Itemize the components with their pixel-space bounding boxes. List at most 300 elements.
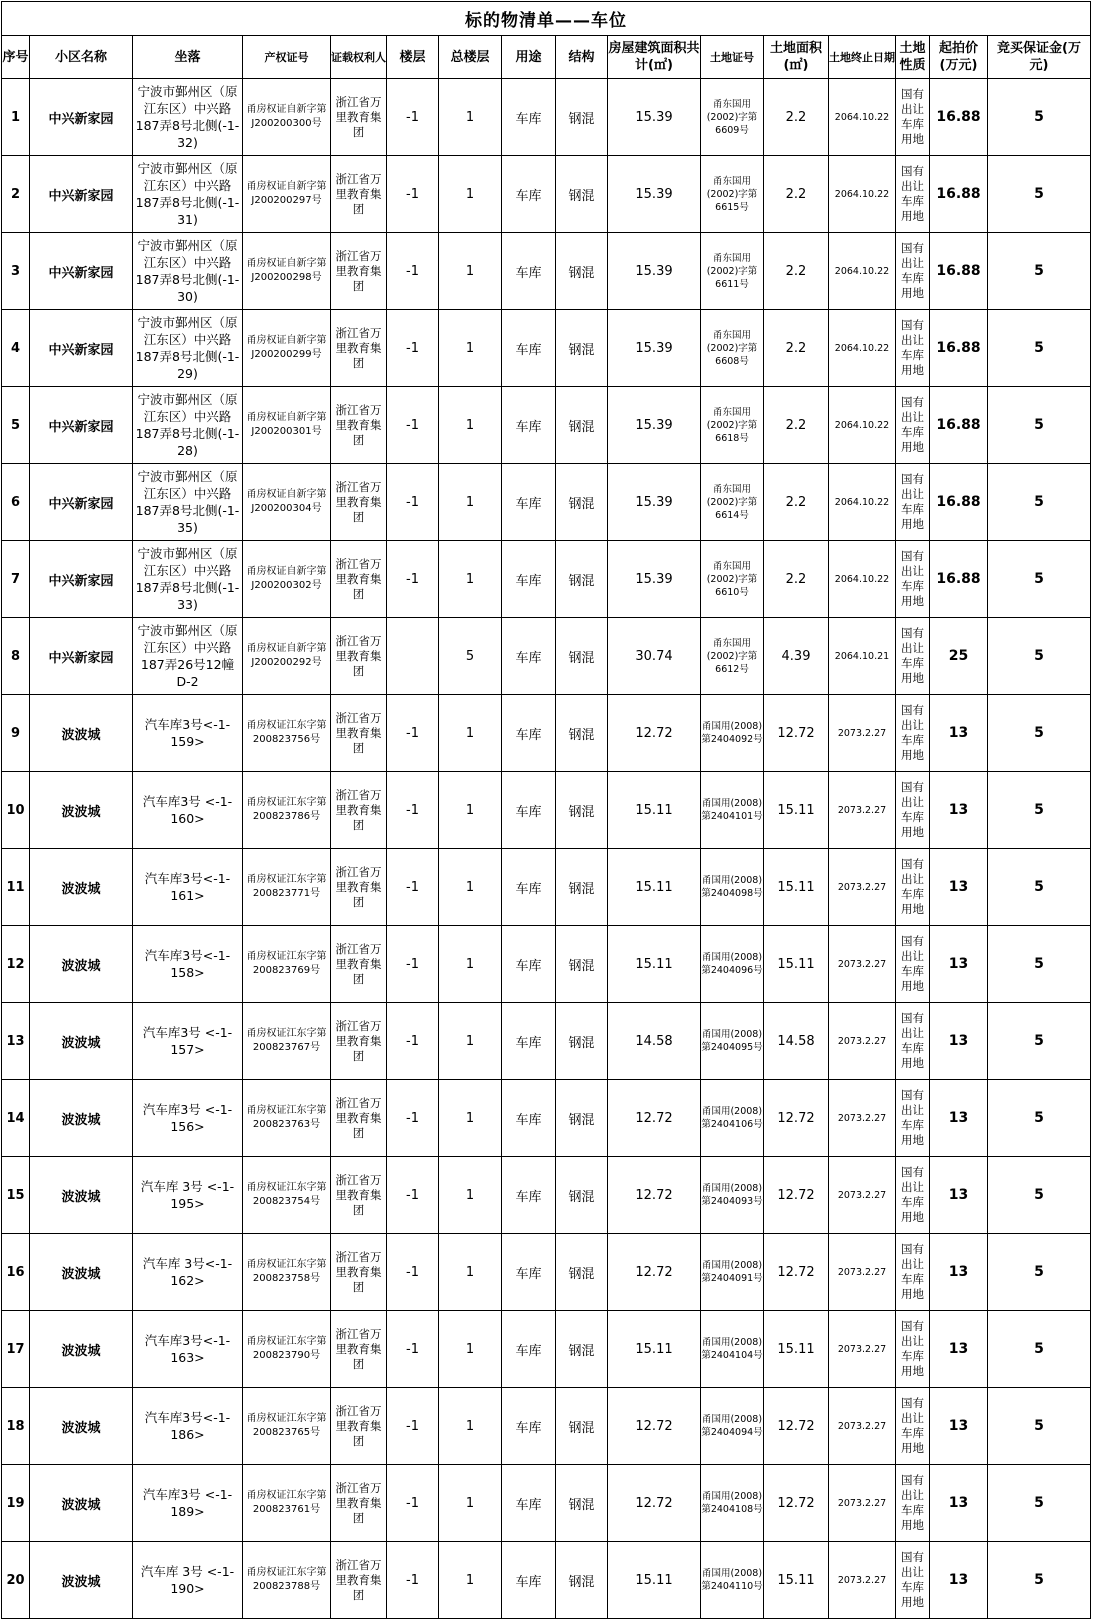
cell-land-cert: 甬东国用(2002)字第6610号 — [701, 541, 764, 618]
cell-land-nature: 国有出让车库用地 — [896, 849, 930, 926]
cell-land-cert: 甬国用(2008)第2404095号 — [701, 1003, 764, 1080]
cell-owner: 浙江省万里教育集团 — [331, 464, 387, 541]
cell-start-price: 13 — [930, 695, 988, 772]
cell-usage: 车库 — [502, 1388, 556, 1465]
cell-floor: -1 — [387, 1157, 439, 1234]
cell-location: 汽车库3号<-1-163> — [133, 1311, 243, 1388]
cell-land-cert: 甬国用(2008)第2404098号 — [701, 849, 764, 926]
cell-deposit: 5 — [988, 1003, 1091, 1080]
cell-land-nature: 国有出让车库用地 — [896, 1311, 930, 1388]
cell-land-end: 2073.2.27 — [829, 695, 896, 772]
cell-owner: 浙江省万里教育集团 — [331, 849, 387, 926]
cell-cert: 甬房权证江东字第200823788号 — [243, 1542, 331, 1619]
cell-land-area: 12.72 — [764, 695, 829, 772]
cell-cert: 甬房权证江东字第200823767号 — [243, 1003, 331, 1080]
cell-building-area: 15.39 — [608, 310, 701, 387]
cell-location: 汽车库3号 <-1-160> — [133, 772, 243, 849]
cell-usage: 车库 — [502, 1465, 556, 1542]
cell-cert: 甬房权证江东字第200823756号 — [243, 695, 331, 772]
cell-land-nature: 国有出让车库用地 — [896, 1003, 930, 1080]
cell-building-area: 15.11 — [608, 926, 701, 1003]
cell-total-floors: 1 — [439, 387, 502, 464]
cell-seq: 19 — [2, 1465, 30, 1542]
cell-owner: 浙江省万里教育集团 — [331, 695, 387, 772]
cell-location: 汽车库3号<-1-158> — [133, 926, 243, 1003]
cell-deposit: 5 — [988, 387, 1091, 464]
cell-total-floors: 1 — [439, 464, 502, 541]
cell-owner: 浙江省万里教育集团 — [331, 310, 387, 387]
cell-location: 宁波市鄞州区（原江东区）中兴路187弄8号北侧(-1-29) — [133, 310, 243, 387]
cell-cert: 甬房权证江东字第200823763号 — [243, 1080, 331, 1157]
cell-location: 宁波市鄞州区（原江东区）中兴路187弄26号12幢D-2 — [133, 618, 243, 695]
cell-building-area: 12.72 — [608, 1388, 701, 1465]
cell-floor: -1 — [387, 156, 439, 233]
cell-owner: 浙江省万里教育集团 — [331, 1080, 387, 1157]
table-row — [2, 310, 1091, 387]
cell-deposit: 5 — [988, 156, 1091, 233]
cell-location: 宁波市鄞州区（原江东区）中兴路187弄8号北侧(-1-33) — [133, 541, 243, 618]
cell-owner: 浙江省万里教育集团 — [331, 1234, 387, 1311]
cell-land-nature: 国有出让车库用地 — [896, 387, 930, 464]
table-row — [2, 233, 1091, 310]
cell-land-area: 14.58 — [764, 1003, 829, 1080]
cell-community: 波波城 — [30, 1542, 133, 1619]
cell-owner: 浙江省万里教育集团 — [331, 1542, 387, 1619]
table-row — [2, 1080, 1091, 1157]
cell-total-floors: 1 — [439, 1388, 502, 1465]
cell-structure: 钢混 — [556, 695, 608, 772]
cell-land-area: 15.11 — [764, 849, 829, 926]
cell-deposit: 5 — [988, 695, 1091, 772]
cell-land-end: 2064.10.22 — [829, 464, 896, 541]
cell-start-price: 13 — [930, 1311, 988, 1388]
table-title: 标的物清单——车位 — [2, 2, 1091, 36]
cell-land-area: 2.2 — [764, 233, 829, 310]
cell-usage: 车库 — [502, 772, 556, 849]
cell-community: 中兴新家园 — [30, 310, 133, 387]
cell-land-cert: 甬东国用(2002)字第6609号 — [701, 79, 764, 156]
cell-cert: 甬房权证自新字第J200200300号 — [243, 79, 331, 156]
cell-total-floors: 1 — [439, 1465, 502, 1542]
cell-cert: 甬房权证自新字第J200200297号 — [243, 156, 331, 233]
cell-floor: -1 — [387, 464, 439, 541]
cell-start-price: 13 — [930, 1080, 988, 1157]
cell-land-cert: 甬国用(2008)第2404094号 — [701, 1388, 764, 1465]
cell-building-area: 15.39 — [608, 387, 701, 464]
table-row — [2, 1311, 1091, 1388]
cell-land-end: 2064.10.22 — [829, 387, 896, 464]
table-row — [2, 1157, 1091, 1234]
cell-total-floors: 1 — [439, 156, 502, 233]
cell-cert: 甬房权证江东字第200823758号 — [243, 1234, 331, 1311]
cell-structure: 钢混 — [556, 1388, 608, 1465]
cell-seq: 3 — [2, 233, 30, 310]
cell-owner: 浙江省万里教育集团 — [331, 1465, 387, 1542]
cell-cert: 甬房权证自新字第J200200301号 — [243, 387, 331, 464]
cell-usage: 车库 — [502, 1157, 556, 1234]
cell-land-end: 2064.10.21 — [829, 618, 896, 695]
cell-seq: 7 — [2, 541, 30, 618]
cell-land-cert: 甬国用(2008)第2404101号 — [701, 772, 764, 849]
cell-cert: 甬房权证自新字第J200200292号 — [243, 618, 331, 695]
cell-land-area: 15.11 — [764, 926, 829, 1003]
cell-floor: -1 — [387, 849, 439, 926]
cell-floor — [387, 618, 439, 695]
cell-total-floors: 1 — [439, 695, 502, 772]
cell-community: 波波城 — [30, 1234, 133, 1311]
cell-building-area: 15.11 — [608, 1311, 701, 1388]
cell-start-price: 13 — [930, 1234, 988, 1311]
cell-land-area: 15.11 — [764, 1311, 829, 1388]
cell-structure: 钢混 — [556, 233, 608, 310]
cell-land-area: 2.2 — [764, 79, 829, 156]
cell-land-cert: 甬国用(2008)第2404096号 — [701, 926, 764, 1003]
cell-floor: -1 — [387, 695, 439, 772]
cell-deposit: 5 — [988, 618, 1091, 695]
cell-land-nature: 国有出让车库用地 — [896, 1234, 930, 1311]
cell-community: 中兴新家园 — [30, 464, 133, 541]
cell-seq: 6 — [2, 464, 30, 541]
cell-land-area: 12.72 — [764, 1157, 829, 1234]
cell-community: 波波城 — [30, 1311, 133, 1388]
cell-deposit: 5 — [988, 849, 1091, 926]
cell-usage: 车库 — [502, 849, 556, 926]
table-row — [2, 1388, 1091, 1465]
cell-land-area: 2.2 — [764, 387, 829, 464]
cell-land-area: 2.2 — [764, 310, 829, 387]
cell-land-cert: 甬国用(2008)第2404093号 — [701, 1157, 764, 1234]
cell-total-floors: 1 — [439, 233, 502, 310]
cell-location: 汽车库3号<-1-159> — [133, 695, 243, 772]
cell-usage: 车库 — [502, 387, 556, 464]
cell-start-price: 16.88 — [930, 79, 988, 156]
cell-start-price: 13 — [930, 772, 988, 849]
cell-floor: -1 — [387, 233, 439, 310]
cell-land-end: 2064.10.22 — [829, 156, 896, 233]
cell-seq: 16 — [2, 1234, 30, 1311]
cell-seq: 10 — [2, 772, 30, 849]
cell-land-nature: 国有出让车库用地 — [896, 464, 930, 541]
cell-seq: 5 — [2, 387, 30, 464]
cell-cert: 甬房权证自新字第J200200304号 — [243, 464, 331, 541]
cell-owner: 浙江省万里教育集团 — [331, 618, 387, 695]
cell-floor: -1 — [387, 1003, 439, 1080]
cell-floor: -1 — [387, 310, 439, 387]
cell-land-nature: 国有出让车库用地 — [896, 1157, 930, 1234]
cell-start-price: 16.88 — [930, 310, 988, 387]
cell-seq: 8 — [2, 618, 30, 695]
cell-structure: 钢混 — [556, 1157, 608, 1234]
cell-community: 波波城 — [30, 1157, 133, 1234]
cell-deposit: 5 — [988, 79, 1091, 156]
cell-owner: 浙江省万里教育集团 — [331, 926, 387, 1003]
cell-start-price: 13 — [930, 926, 988, 1003]
cell-land-end: 2073.2.27 — [829, 1388, 896, 1465]
header-land-cert: 土地证号 — [701, 36, 764, 79]
cell-location: 宁波市鄞州区（原江东区）中兴路187弄8号北侧(-1-28) — [133, 387, 243, 464]
cell-seq: 14 — [2, 1080, 30, 1157]
cell-start-price: 25 — [930, 618, 988, 695]
cell-start-price: 13 — [930, 1388, 988, 1465]
cell-seq: 4 — [2, 310, 30, 387]
cell-land-nature: 国有出让车库用地 — [896, 695, 930, 772]
cell-land-end: 2073.2.27 — [829, 1157, 896, 1234]
cell-land-nature: 国有出让车库用地 — [896, 926, 930, 1003]
cell-start-price: 16.88 — [930, 387, 988, 464]
cell-building-area: 15.11 — [608, 849, 701, 926]
cell-location: 汽车库3号 <-1-157> — [133, 1003, 243, 1080]
cell-deposit: 5 — [988, 1234, 1091, 1311]
cell-structure: 钢混 — [556, 79, 608, 156]
cell-community: 波波城 — [30, 849, 133, 926]
cell-land-end: 2073.2.27 — [829, 1542, 896, 1619]
cell-building-area: 15.39 — [608, 541, 701, 618]
cell-total-floors: 1 — [439, 1234, 502, 1311]
cell-land-cert: 甬国用(2008)第2404092号 — [701, 695, 764, 772]
cell-usage: 车库 — [502, 79, 556, 156]
cell-seq: 15 — [2, 1157, 30, 1234]
cell-deposit: 5 — [988, 1311, 1091, 1388]
cell-usage: 车库 — [502, 1311, 556, 1388]
cell-cert: 甬房权证江东字第200823761号 — [243, 1465, 331, 1542]
cell-total-floors: 1 — [439, 1542, 502, 1619]
table-row — [2, 849, 1091, 926]
cell-usage: 车库 — [502, 233, 556, 310]
cell-total-floors: 1 — [439, 310, 502, 387]
cell-usage: 车库 — [502, 541, 556, 618]
cell-building-area: 12.72 — [608, 695, 701, 772]
table-row — [2, 618, 1091, 695]
cell-community: 波波城 — [30, 1465, 133, 1542]
cell-community: 波波城 — [30, 1388, 133, 1465]
table-row — [2, 926, 1091, 1003]
cell-building-area: 12.72 — [608, 1157, 701, 1234]
header-cert: 产权证号 — [243, 36, 331, 79]
cell-land-cert: 甬东国用(2002)字第6608号 — [701, 310, 764, 387]
cell-land-cert: 甬国用(2008)第2404110号 — [701, 1542, 764, 1619]
cell-land-nature: 国有出让车库用地 — [896, 156, 930, 233]
cell-usage: 车库 — [502, 310, 556, 387]
cell-total-floors: 1 — [439, 1311, 502, 1388]
cell-deposit: 5 — [988, 1080, 1091, 1157]
cell-cert: 甬房权证江东字第200823790号 — [243, 1311, 331, 1388]
cell-total-floors: 1 — [439, 926, 502, 1003]
cell-total-floors: 1 — [439, 1080, 502, 1157]
cell-building-area: 15.11 — [608, 1542, 701, 1619]
cell-land-end: 2064.10.22 — [829, 310, 896, 387]
cell-land-area: 4.39 — [764, 618, 829, 695]
cell-seq: 20 — [2, 1542, 30, 1619]
cell-owner: 浙江省万里教育集团 — [331, 1311, 387, 1388]
cell-usage: 车库 — [502, 1003, 556, 1080]
cell-owner: 浙江省万里教育集团 — [331, 79, 387, 156]
header-land-end: 土地终止日期 — [829, 36, 896, 79]
cell-location: 汽车库 3号 <-1-195> — [133, 1157, 243, 1234]
cell-community: 波波城 — [30, 926, 133, 1003]
cell-building-area: 30.74 — [608, 618, 701, 695]
cell-land-end: 2073.2.27 — [829, 849, 896, 926]
cell-building-area: 15.39 — [608, 464, 701, 541]
cell-owner: 浙江省万里教育集团 — [331, 541, 387, 618]
cell-seq: 17 — [2, 1311, 30, 1388]
cell-land-end: 2073.2.27 — [829, 1080, 896, 1157]
cell-structure: 钢混 — [556, 464, 608, 541]
cell-floor: -1 — [387, 541, 439, 618]
cell-land-cert: 甬国用(2008)第2404104号 — [701, 1311, 764, 1388]
table-row — [2, 464, 1091, 541]
cell-land-cert: 甬国用(2008)第2404106号 — [701, 1080, 764, 1157]
cell-land-area: 2.2 — [764, 156, 829, 233]
cell-building-area: 12.72 — [608, 1465, 701, 1542]
cell-structure: 钢混 — [556, 1465, 608, 1542]
table-row — [2, 541, 1091, 618]
cell-usage: 车库 — [502, 695, 556, 772]
cell-land-end: 2073.2.27 — [829, 926, 896, 1003]
cell-land-cert: 甬东国用(2002)字第6612号 — [701, 618, 764, 695]
table-row — [2, 156, 1091, 233]
cell-location: 宁波市鄞州区（原江东区）中兴路187弄8号北侧(-1-35) — [133, 464, 243, 541]
cell-floor: -1 — [387, 926, 439, 1003]
cell-land-area: 2.2 — [764, 541, 829, 618]
cell-structure: 钢混 — [556, 1003, 608, 1080]
header-row — [2, 36, 1091, 79]
cell-usage: 车库 — [502, 156, 556, 233]
cell-location: 宁波市鄞州区（原江东区）中兴路187弄8号北侧(-1-30) — [133, 233, 243, 310]
cell-cert: 甬房权证自新字第J200200302号 — [243, 541, 331, 618]
cell-floor: -1 — [387, 79, 439, 156]
table-row — [2, 695, 1091, 772]
asset-table — [1, 1, 1091, 1619]
cell-usage: 车库 — [502, 926, 556, 1003]
cell-total-floors: 1 — [439, 79, 502, 156]
cell-building-area: 15.11 — [608, 772, 701, 849]
cell-floor: -1 — [387, 1080, 439, 1157]
cell-floor: -1 — [387, 1311, 439, 1388]
cell-structure: 钢混 — [556, 1542, 608, 1619]
cell-location: 汽车库3号 <-1-156> — [133, 1080, 243, 1157]
cell-building-area: 15.39 — [608, 156, 701, 233]
cell-total-floors: 1 — [439, 849, 502, 926]
cell-land-end: 2064.10.22 — [829, 79, 896, 156]
cell-owner: 浙江省万里教育集团 — [331, 233, 387, 310]
cell-land-end: 2073.2.27 — [829, 772, 896, 849]
cell-structure: 钢混 — [556, 541, 608, 618]
cell-start-price: 13 — [930, 1157, 988, 1234]
cell-land-nature: 国有出让车库用地 — [896, 541, 930, 618]
header-usage: 用途 — [502, 36, 556, 79]
cell-owner: 浙江省万里教育集团 — [331, 1388, 387, 1465]
cell-land-end: 2064.10.22 — [829, 233, 896, 310]
cell-total-floors: 1 — [439, 772, 502, 849]
cell-seq: 11 — [2, 849, 30, 926]
cell-floor: -1 — [387, 1388, 439, 1465]
cell-building-area: 15.39 — [608, 233, 701, 310]
cell-seq: 1 — [2, 79, 30, 156]
cell-land-area: 12.72 — [764, 1465, 829, 1542]
cell-start-price: 16.88 — [930, 464, 988, 541]
table-row — [2, 1003, 1091, 1080]
cell-land-nature: 国有出让车库用地 — [896, 772, 930, 849]
cell-owner: 浙江省万里教育集团 — [331, 1157, 387, 1234]
cell-land-nature: 国有出让车库用地 — [896, 1465, 930, 1542]
header-community: 小区名称 — [30, 36, 133, 79]
cell-building-area: 14.58 — [608, 1003, 701, 1080]
cell-land-nature: 国有出让车库用地 — [896, 310, 930, 387]
cell-cert: 甬房权证江东字第200823765号 — [243, 1388, 331, 1465]
cell-structure: 钢混 — [556, 772, 608, 849]
cell-structure: 钢混 — [556, 156, 608, 233]
cell-start-price: 16.88 — [930, 541, 988, 618]
cell-building-area: 12.72 — [608, 1080, 701, 1157]
cell-start-price: 13 — [930, 1003, 988, 1080]
table-row — [2, 772, 1091, 849]
cell-land-nature: 国有出让车库用地 — [896, 1542, 930, 1619]
cell-location: 汽车库3号 <-1-189> — [133, 1465, 243, 1542]
cell-seq: 9 — [2, 695, 30, 772]
cell-floor: -1 — [387, 1234, 439, 1311]
header-structure: 结构 — [556, 36, 608, 79]
cell-cert: 甬房权证江东字第200823786号 — [243, 772, 331, 849]
cell-community: 中兴新家园 — [30, 387, 133, 464]
cell-land-end: 2073.2.27 — [829, 1311, 896, 1388]
cell-deposit: 5 — [988, 1388, 1091, 1465]
cell-community: 中兴新家园 — [30, 233, 133, 310]
cell-cert: 甬房权证自新字第J200200299号 — [243, 310, 331, 387]
header-owner: 证载权利人 — [331, 36, 387, 79]
cell-owner: 浙江省万里教育集团 — [331, 772, 387, 849]
cell-building-area: 12.72 — [608, 1234, 701, 1311]
cell-deposit: 5 — [988, 310, 1091, 387]
cell-seq: 12 — [2, 926, 30, 1003]
cell-owner: 浙江省万里教育集团 — [331, 1003, 387, 1080]
cell-location: 汽车库3号<-1-161> — [133, 849, 243, 926]
cell-seq: 13 — [2, 1003, 30, 1080]
cell-cert: 甬房权证江东字第200823771号 — [243, 849, 331, 926]
cell-cert: 甬房权证自新字第J200200298号 — [243, 233, 331, 310]
cell-owner: 浙江省万里教育集团 — [331, 387, 387, 464]
table-row — [2, 1465, 1091, 1542]
cell-deposit: 5 — [988, 1465, 1091, 1542]
cell-usage: 车库 — [502, 1234, 556, 1311]
cell-floor: -1 — [387, 772, 439, 849]
cell-deposit: 5 — [988, 1157, 1091, 1234]
cell-community: 波波城 — [30, 1003, 133, 1080]
cell-location: 宁波市鄞州区（原江东区）中兴路187弄8号北侧(-1-31) — [133, 156, 243, 233]
cell-community: 中兴新家园 — [30, 618, 133, 695]
cell-total-floors: 5 — [439, 618, 502, 695]
table-row — [2, 387, 1091, 464]
cell-community: 中兴新家园 — [30, 541, 133, 618]
cell-land-end: 2073.2.27 — [829, 1465, 896, 1542]
cell-community: 波波城 — [30, 772, 133, 849]
table-body — [2, 79, 1091, 1619]
table-row — [2, 79, 1091, 156]
cell-community: 波波城 — [30, 1080, 133, 1157]
cell-start-price: 13 — [930, 1542, 988, 1619]
cell-floor: -1 — [387, 387, 439, 464]
cell-cert: 甬房权证江东字第200823754号 — [243, 1157, 331, 1234]
cell-start-price: 16.88 — [930, 156, 988, 233]
cell-deposit: 5 — [988, 1542, 1091, 1619]
cell-total-floors: 1 — [439, 541, 502, 618]
cell-community: 波波城 — [30, 695, 133, 772]
cell-location: 汽车库 3号 <-1-190> — [133, 1542, 243, 1619]
table-row — [2, 1542, 1091, 1619]
cell-land-cert: 甬国用(2008)第2404091号 — [701, 1234, 764, 1311]
cell-structure: 钢混 — [556, 1234, 608, 1311]
cell-land-area: 2.2 — [764, 464, 829, 541]
cell-land-cert: 甬国用(2008)第2404108号 — [701, 1465, 764, 1542]
